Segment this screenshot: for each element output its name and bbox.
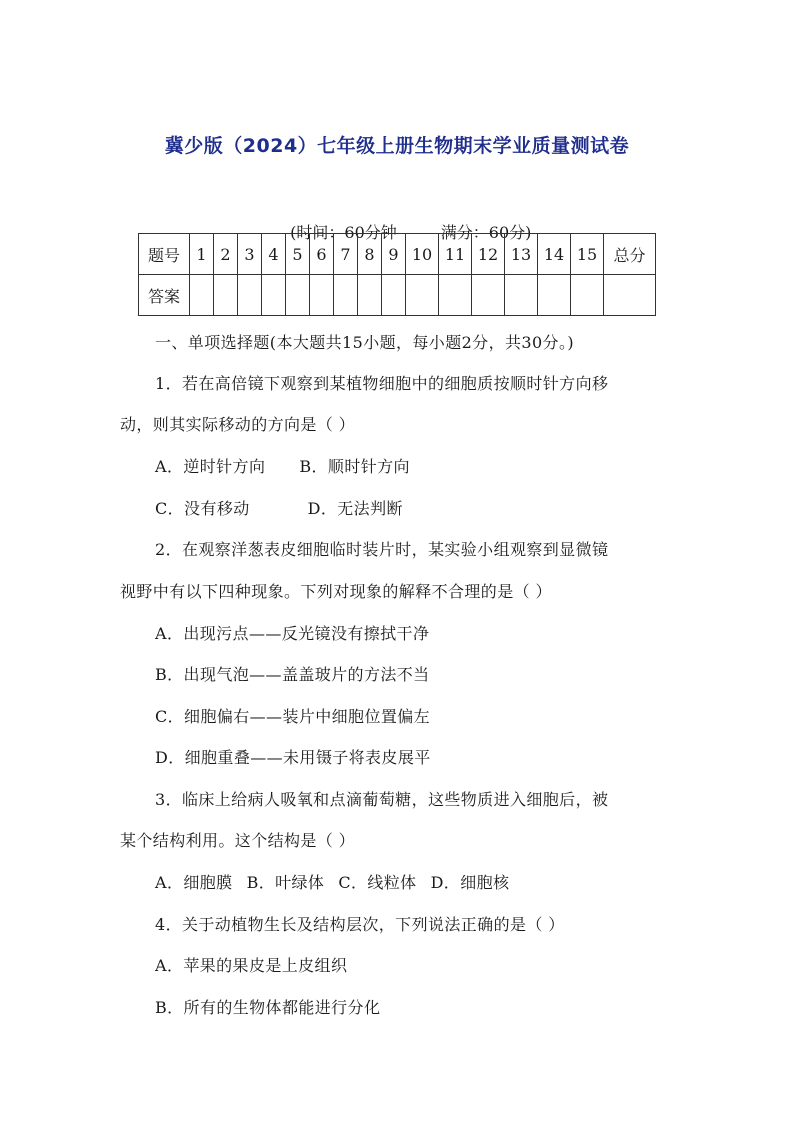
- question-2-option-c: C．细胞偏右——装片中细胞位置偏左: [155, 707, 431, 726]
- question-3-option-d: D．细胞核: [430, 873, 510, 892]
- answer-cell: [439, 275, 472, 316]
- answer-cell: [571, 275, 604, 316]
- score-table-number: 2: [214, 234, 238, 275]
- score-table-number: 4: [262, 234, 286, 275]
- answer-cell: [286, 275, 310, 316]
- question-4-option-a: A．苹果的果皮是上皮组织: [155, 956, 348, 975]
- answer-cell: [538, 275, 571, 316]
- score-table-total-label: 总分: [604, 234, 656, 275]
- exam-full-score: 满分：60分): [440, 223, 532, 242]
- score-table-header-answer: 答案: [139, 275, 190, 316]
- score-table-number: 12: [472, 234, 505, 275]
- question-1-option-b: B．顺时针方向: [299, 457, 410, 476]
- question-2-option-b: B．出现气泡——盖盖玻片的方法不当: [155, 665, 430, 684]
- question-3-option-a: A．细胞膜: [155, 873, 233, 892]
- score-table-header-number: 题号: [139, 234, 190, 275]
- answer-cell: [334, 275, 358, 316]
- answer-cell: [190, 275, 214, 316]
- answer-cell: [238, 275, 262, 316]
- question-3-option-b: B．叶绿体: [246, 873, 325, 892]
- score-table-number: 6: [310, 234, 334, 275]
- question-3-stem-line-1: 3．临床上给病人吸氧和点滴葡萄糖，这些物质进入细胞后，被: [155, 790, 609, 809]
- total-score-cell: [604, 275, 656, 316]
- answer-cell: [310, 275, 334, 316]
- answer-cell: [472, 275, 505, 316]
- answer-cell: [262, 275, 286, 316]
- score-table-number: 15: [571, 234, 604, 275]
- score-table-number: 11: [439, 234, 472, 275]
- score-table-number: 3: [238, 234, 262, 275]
- exam-time: (时间：60分钟: [290, 223, 397, 242]
- question-4-option-b: B．所有的生物体都能进行分化: [155, 998, 381, 1017]
- question-1-options-cd: [155, 496, 403, 519]
- question-1-stem-line-2: 动，则其实际移动的方向是（ ）: [120, 415, 356, 434]
- score-table: [138, 233, 656, 316]
- score-table-number: 1: [190, 234, 214, 275]
- score-table-number: 8: [358, 234, 382, 275]
- question-3-option-c: C．线粒体: [338, 873, 417, 892]
- score-table-number: 13: [505, 234, 538, 275]
- score-table-number: 10: [406, 234, 439, 275]
- score-table-number: 9: [382, 234, 406, 275]
- question-2-stem-line-2: 视野中有以下四种现象。下列对现象的解释不合理的是（ ）: [120, 582, 552, 601]
- score-table-number: 14: [538, 234, 571, 275]
- question-1-options-ab: [155, 454, 410, 477]
- question-1-stem-line-1: 1．若在高倍镜下观察到某植物细胞中的细胞质按顺时针方向移: [155, 374, 609, 393]
- question-1-option-d: D．无法判断: [307, 499, 403, 518]
- question-2-stem-line-1: 2．在观察洋葱表皮细胞临时装片时，某实验小组观察到显微镜: [155, 540, 609, 559]
- question-1-option-c: C．没有移动: [155, 499, 250, 518]
- document-title: 冀少版（2024）七年级上册生物期末学业质量测试卷: [164, 135, 630, 157]
- question-2-option-d: D．细胞重叠——未用镊子将表皮展平: [155, 748, 431, 767]
- question-4-stem: 4．关于动植物生长及结构层次，下列说法正确的是（ ）: [155, 915, 565, 934]
- answer-cell: [505, 275, 538, 316]
- answer-cell: [406, 275, 439, 316]
- answer-cell: [358, 275, 382, 316]
- question-3-options: [155, 870, 509, 893]
- answer-cell: [214, 275, 238, 316]
- question-2-option-a: A．出现污点——反光镜没有擦拭干净: [155, 624, 430, 643]
- score-table-answer-row: [139, 275, 656, 316]
- section-heading: 一、单项选择题(本大题共15小题，每小题2分，共30分。): [155, 333, 574, 352]
- question-1-option-a: A．逆时针方向: [155, 457, 266, 476]
- score-table-number-row: [139, 234, 656, 275]
- question-3-stem-line-2: 某个结构利用。这个结构是（ ）: [120, 831, 356, 850]
- score-table-number: 5: [286, 234, 310, 275]
- score-table-number: 7: [334, 234, 358, 275]
- answer-cell: [382, 275, 406, 316]
